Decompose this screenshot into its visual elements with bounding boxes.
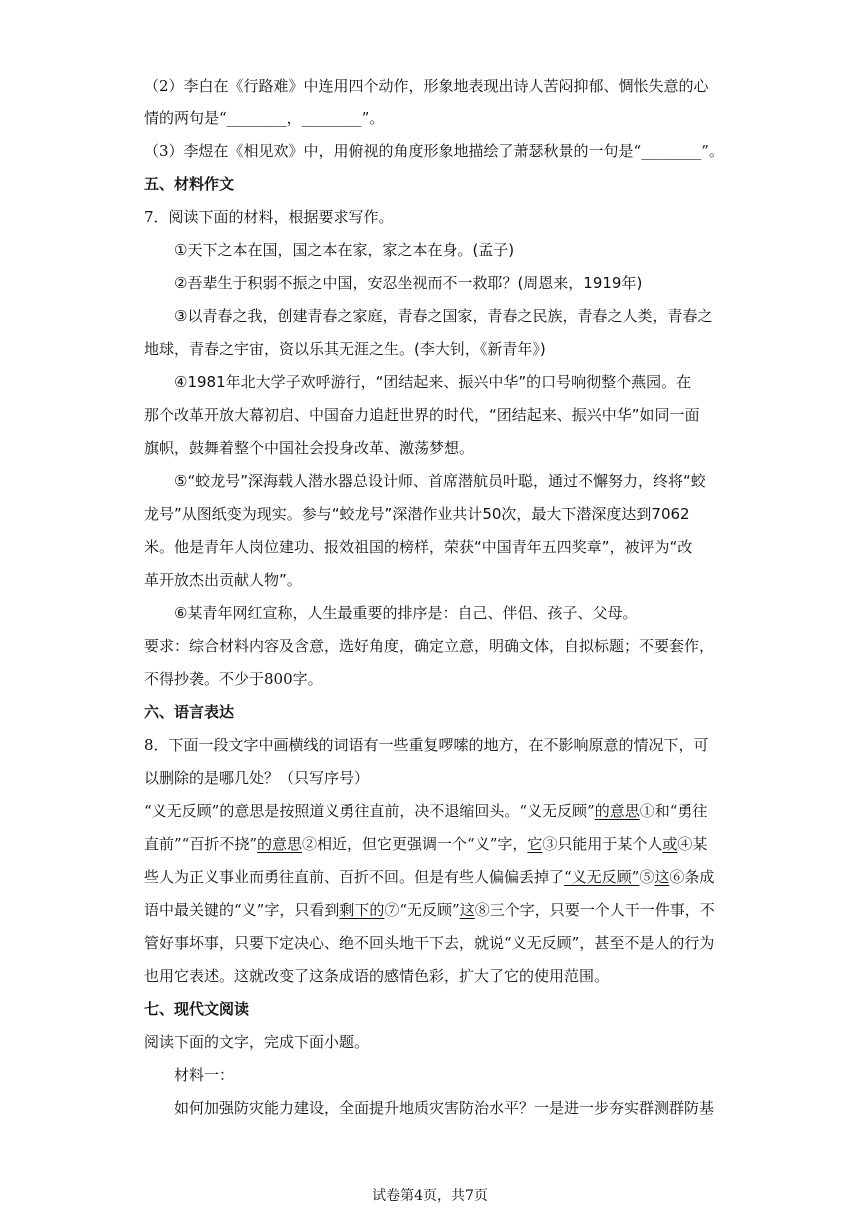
q8-underlined-4: 或 — [662, 835, 678, 853]
q8-text: 直前”“百折不挠” — [144, 835, 258, 853]
q7-material-1: ①天下之本在国，国之本在家，家之本在身。(孟子) — [174, 241, 515, 259]
q8-underlined-1: 的意思 — [594, 802, 640, 820]
q8-text: ④某 — [677, 835, 708, 853]
q7-requirement-line1: 要求：综合材料内容及含意，选好角度，确定立意，明确文体，自拟标题；不要套作， — [144, 637, 715, 655]
q8-passage-line6: 也用它表述。这就改变了这条成语的感情色彩，扩大了它的使用范围。 — [144, 967, 610, 985]
q7-material-4-line1: ④1981年北大学子欢呼游行，“团结起来、振兴中华”的口号响彻整个燕园。在 — [174, 373, 692, 391]
q8-text: “义无反顾”的意思是按照道义勇往直前，决不退缩回头。“义无反顾” — [144, 802, 595, 820]
q8-passage-line4 — [144, 900, 715, 920]
q8-text: 些人为正义事业而勇往直前、百折不回。但是有些人偏偏丢掉了 — [144, 868, 565, 886]
q7-material-6: ⑥某青年网红宣称，人生最重要的排序是：自己、伴侣、孩子、父母。 — [174, 604, 638, 622]
q8-text: ①和“勇往 — [639, 802, 708, 820]
q8-passage-line3 — [144, 867, 714, 887]
q8-text: ⑤ — [639, 868, 655, 886]
q8-text: ⑦“无反顾” — [384, 901, 460, 919]
q8-underlined-2: 的意思 — [257, 835, 303, 853]
q8-passage-line5: 管好事坏事，只要下定决心、绝不回头地干下去，就说“义无反顾”，甚至不是人的行为 — [144, 934, 715, 952]
q8-underlined-7: 剩下的 — [339, 901, 385, 919]
q8-text: ⑧三个字，只要一个人干一件事，不 — [474, 901, 715, 919]
q7-stem: 7．阅读下面的材料，根据要求写作。 — [144, 208, 394, 226]
q7-material-2: ②吾辈生于积弱不振之中国，安忍坐视而不一救耶？(周恩来，1919年) — [174, 274, 643, 292]
section5-title: 五、材料作文 — [144, 175, 235, 193]
q6-2-line1: （2）李白在《行路难》中连用四个动作，形象地表现出诗人苦闷抑郁、惆怅失意的心 — [144, 77, 709, 95]
q8-text: ⑥条成 — [669, 868, 715, 886]
section6-title: 六、语言表达 — [144, 703, 235, 721]
q7-material-5-line2: 龙号”从图纸变为现实。参与“蛟龙号”深潜作业共计50次，最大下潜深度达到7062 — [144, 505, 690, 523]
q8-text: ③只能用于某个人 — [542, 835, 663, 853]
q8-passage-line2 — [144, 834, 707, 854]
q7-material-5-line4: 革开放杰出贡献人物”。 — [144, 571, 302, 589]
section7-title: 七、现代文阅读 — [144, 1000, 250, 1018]
material-line1: 如何加强防灾能力建设，全面提升地质灾害防治水平？一是进一步夯实群测群防基 — [174, 1099, 715, 1117]
material-label: 材料一： — [174, 1066, 235, 1084]
q7-material-3-line1: ③以青春之我，创建青春之家庭，青春之国家，青春之民族，青春之人类，青春之 — [174, 307, 713, 325]
q8-underlined-3: 它 — [527, 835, 543, 853]
q8-text: 语中最关键的“义”字，只看到 — [144, 901, 340, 919]
q7-material-5-line1: ⑤“蛟龙号”深海载人潜水器总设计师、首席潜航员叶聪，通过不懈努力，终将“蛟 — [174, 472, 706, 490]
q8-underlined-6: 这 — [654, 868, 670, 886]
q8-text: ②相近，但它更强调一个“义”字， — [302, 835, 528, 853]
q7-material-5-line3: 米。他是青年人岗位建功、报效祖国的榜样，荣获“中国青年五四奖章”，被评为“改 — [144, 538, 693, 556]
q7-material-4-line3: 旗帜，鼓舞着整个中国社会投身改革、激荡梦想。 — [144, 439, 475, 457]
q8-stem-line1: 8．下面一段文字中画横线的词语有一些重复啰嗦的地方，在不影响原意的情况下，可 — [144, 736, 709, 754]
page-footer: 试卷第4页，共7页 — [372, 1188, 488, 1204]
reading-intro: 阅读下面的文字，完成下面小题。 — [144, 1033, 370, 1051]
q8-underlined-8: 这 — [459, 901, 475, 919]
q7-material-4-line2: 那个改革开放大幕初启、中国奋力追赶世界的时代，“团结起来、振兴中华”如同一面 — [144, 406, 700, 424]
q7-material-3-line2: 地球，青春之宇宙，资以乐其无涯之生。(李大钊，《新青年》) — [144, 340, 546, 358]
q8-underlined-5: “义无反顾” — [564, 868, 640, 886]
q6-2-line2: 情的两句是“________，________”。 — [144, 109, 385, 127]
q8-stem-line2: 以删除的是哪几处？（只写序号） — [144, 769, 370, 787]
q6-3-line1: （3）李煜在《相见欢》中，用俯视的角度形象地描绘了萧瑟秋景的一句是“________”。 — [144, 142, 724, 160]
q8-passage-line1 — [144, 801, 707, 821]
q7-requirement-line2: 不得抄袭。不少于800字。 — [144, 670, 323, 688]
